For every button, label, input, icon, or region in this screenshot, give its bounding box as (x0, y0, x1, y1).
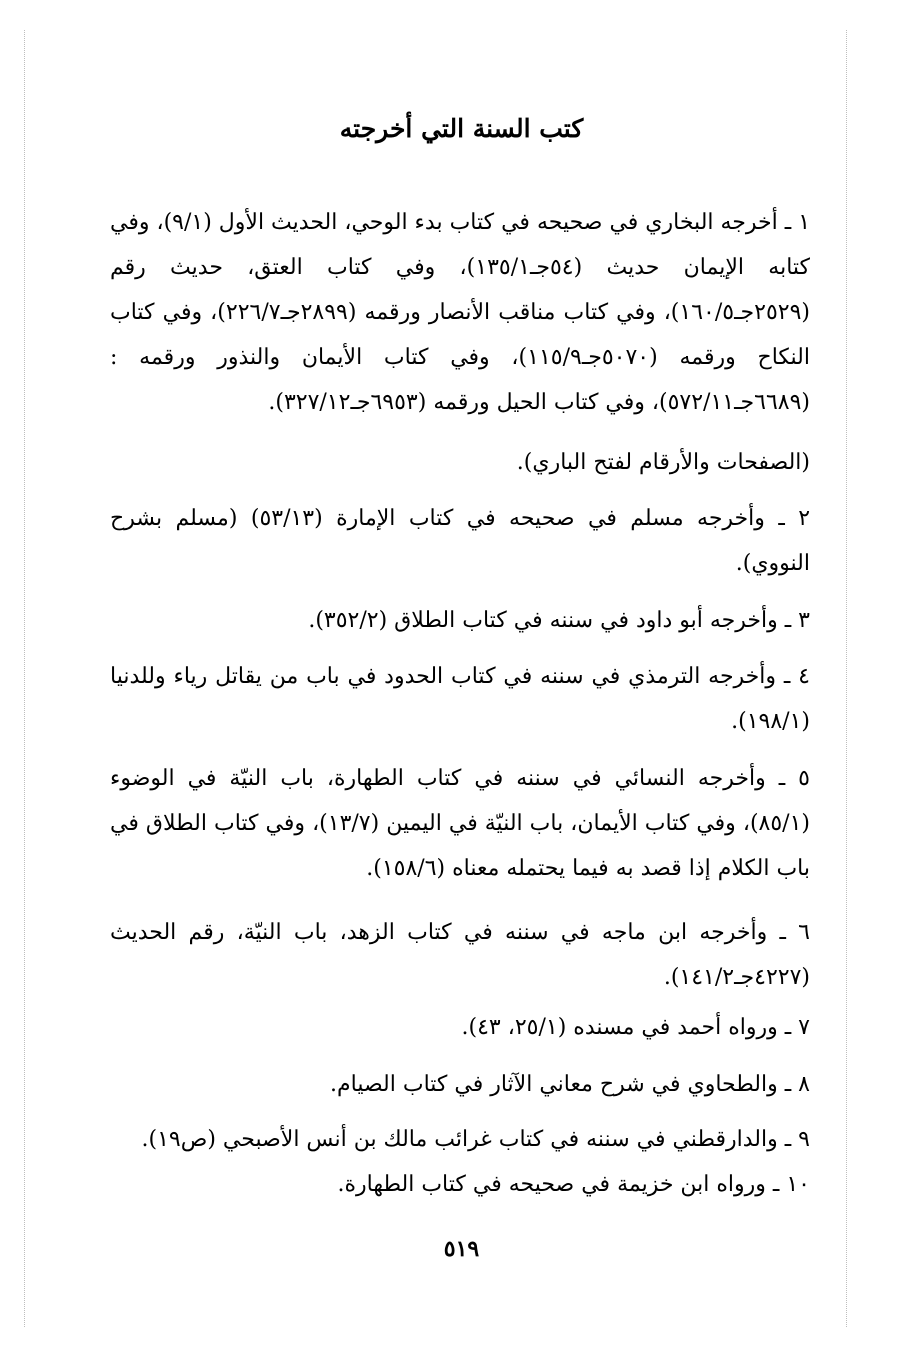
entry-note: (الصفحات والأرقام لفتح الباري). (516, 450, 810, 475)
entry-6: ٦ ـ وأخرجه ابن ماجه في سننه في كتاب الزهد، باب النيّة، رقم الحديث (٤٢٢٧جـ١٤١/٢). (110, 920, 810, 990)
page-number: ٥١٩ (443, 1236, 480, 1262)
entry-1: ١ ـ أخرجه البخاري في صحيحه في كتاب بدء الوحي، الحديث الأول (٩/١)، وفي كتابه الإيمان حديث (٥٤جـ١٣٥/١)، وفي كتاب العتق، حديث رقم (٢٥٢٩جـ١٦٠/٥)، وفي كتاب مناقب الأنصار ورقمه (٢٨٩٩جـ٢٢٦/٧)، وفي كتاب النكاح ورقمه (٥٠٧٠جـ١١٥/٩)، وفي كتاب الأيمان والنذور ورقمه : (٦٦٨٩جـ٥٧٢/١١)، وفي كتاب الحيل ورقمه (٦٩٥٣جـ٣٢٧/١٢). (110, 210, 811, 415)
entry-3: ٣ ـ وأخرجه أبو داود في سننه في كتاب الطلاق (٣٥٢/٢). (308, 608, 810, 633)
entry-9: ٩ ـ والدارقطني في سننه في كتاب غرائب مالك بن أنس الأصبحي (ص١٩). (141, 1127, 810, 1152)
entry-7: ٧ ـ ورواه أحمد في مسنده (٢٥/١، ٤٣). (461, 1015, 810, 1040)
entry-10: ١٠ ـ ورواه ابن خزيمة في صحيحه في كتاب الطهارة. (337, 1172, 810, 1197)
entry-2: ٢ ـ وأخرجه مسلم في صحيحه في كتاب الإمارة (٥٣/١٣) (مسلم بشرح النووي). (110, 506, 811, 576)
page-edge-right (846, 30, 847, 1327)
entry-8: ٨ ـ والطحاوي في شرح معاني الآثار في كتاب الصيام. (330, 1072, 810, 1097)
page-edge-left (24, 30, 25, 1327)
entry-5: ٥ ـ وأخرجه النسائي في سننه في كتاب الطهارة، باب النيّة في الوضوء (٨٥/١)، وفي كتاب الأيمان، باب النيّة في اليمين (١٣/٧)، وفي كتاب الطلاق في باب الكلام إذا قصد به فيما يحتمله معناه (١٥٨/٦). (110, 766, 810, 881)
entry-4: ٤ ـ وأخرجه الترمذي في سننه في كتاب الحدود في باب من يقاتل رياء وللدنيا (١٩٨/١). (110, 664, 810, 734)
page-title: كتب السنة التي أخرجته (339, 114, 584, 143)
